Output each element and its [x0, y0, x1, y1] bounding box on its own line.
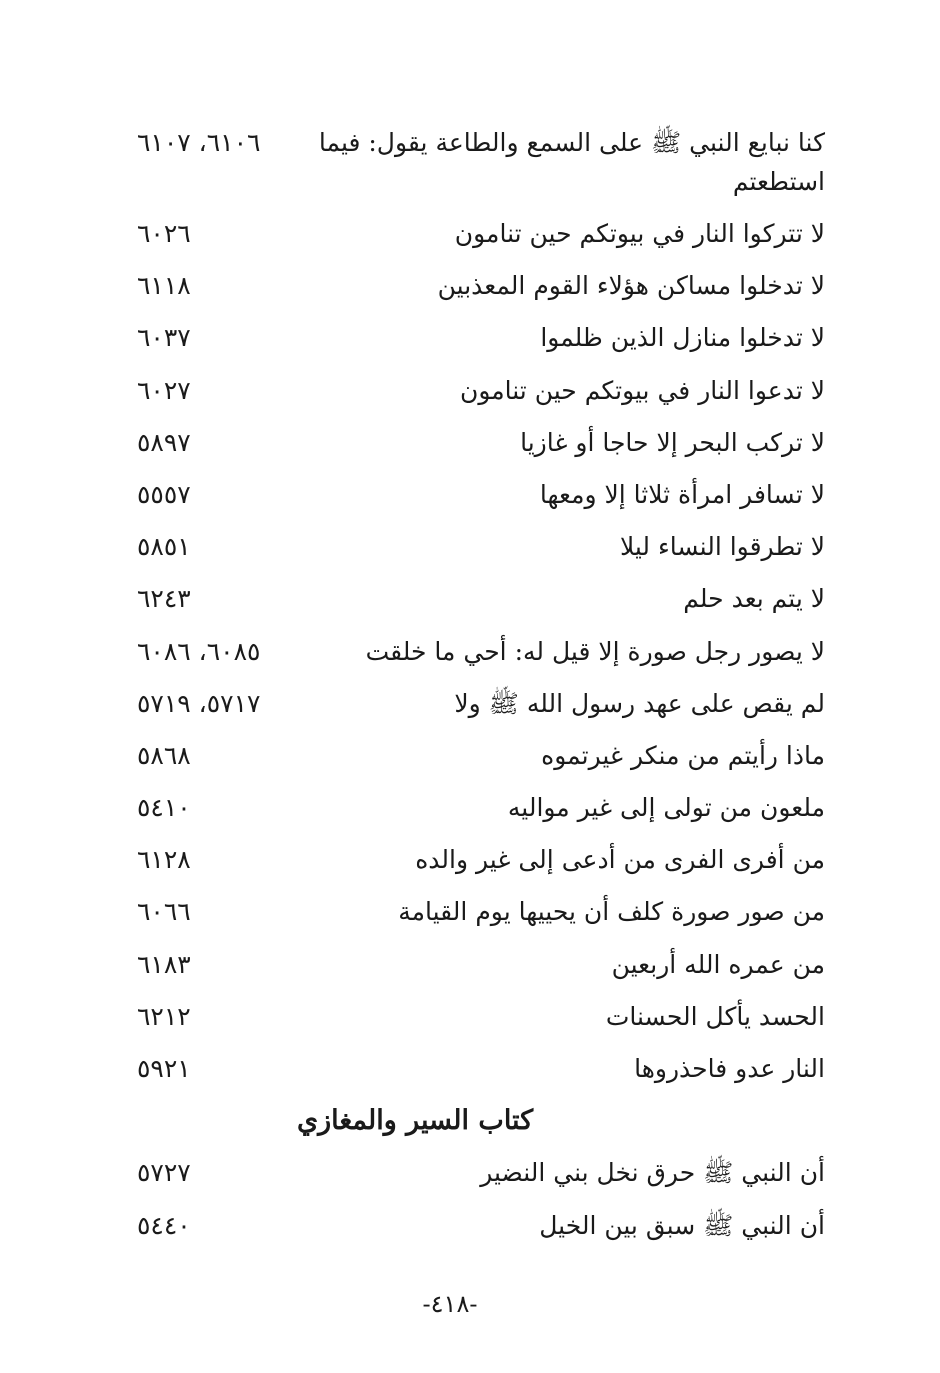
index-entry — [135, 469, 825, 521]
entry-text: من صور صورة كلف أن يحييها يوم القيامة — [398, 897, 825, 927]
entry-number: ٥٧٢٧ — [137, 1158, 191, 1188]
entry-number: ٥٥٥٧ — [137, 479, 191, 509]
entry-text: لا يصور رجل صورة إلا قيل له: أحي ما خلقت — [365, 636, 825, 666]
entry-number: ٦١١٨ — [137, 271, 191, 301]
index-entry — [135, 939, 825, 991]
entry-number: ٥٨٥١ — [137, 532, 191, 562]
entry-text: لا يتم بعد حلم — [683, 584, 825, 614]
entry-number: ٦٠٣٧ — [137, 323, 191, 353]
entry-number: ٦١٢٨ — [137, 845, 191, 875]
entry-text: لا تدخلوا مساكن هؤلاء القوم المعذبين — [437, 271, 825, 301]
index-entry — [135, 782, 825, 834]
entry-number: ٦٠٢٧ — [137, 375, 191, 405]
section-heading: كتاب السير والمغازي — [296, 1105, 534, 1137]
entry-text: ملعون من تولى إلى غير مواليه — [507, 793, 825, 823]
entry-text: من عمره الله أربعين — [611, 949, 825, 979]
index-entry — [135, 678, 825, 730]
index-entry — [135, 730, 825, 782]
entry-text: لا تسافر امرأة ثلاثا إلا ومعها — [539, 479, 825, 509]
entry-text: لم يقص على عهد رسول الله ﷺ ولا — [454, 688, 825, 718]
hadith-index-list — [135, 122, 825, 1252]
entry-number: ٦١٨٣ — [137, 949, 191, 979]
entry-number: ٥٧١٧، ٥٧١٩ — [137, 688, 261, 718]
index-entry — [135, 1200, 825, 1252]
index-entry — [135, 521, 825, 573]
index-entry — [135, 573, 825, 625]
entry-text: لا تدخلوا منازل الذين ظلموا — [540, 323, 825, 353]
entry-number: ٥٩٢١ — [137, 1054, 191, 1083]
index-entry — [135, 1043, 825, 1095]
entry-number: ٦٢١٢ — [137, 1001, 191, 1031]
index-entry — [135, 260, 825, 312]
entry-text: من أفرى الفرى من أدعى إلى غير والده — [415, 845, 825, 875]
index-entry — [135, 208, 825, 260]
entry-text: لا تتركوا النار في بيوتكم حين تنامون — [454, 219, 825, 248]
index-entry — [135, 834, 825, 886]
entry-text: أن النبي ﷺ سبق بين الخيل — [539, 1210, 825, 1240]
index-entry — [135, 991, 825, 1043]
entry-number: ٥٨٩٧ — [137, 427, 191, 457]
index-entry — [135, 1147, 825, 1199]
entry-number: ٥٤٤٠ — [137, 1210, 191, 1240]
index-entry — [135, 626, 825, 678]
entry-number: ٦١٠٦، ٦١٠٧ — [137, 128, 261, 157]
entry-text: لا تطرقوا النساء ليلا — [619, 532, 825, 562]
entry-number: ٦٠٦٦ — [137, 897, 191, 927]
entry-text: النار عدو فاحذروها — [634, 1054, 825, 1083]
index-entry — [135, 365, 825, 417]
entry-text: أن النبي ﷺ حرق نخل بني النضير — [480, 1158, 825, 1188]
entry-number: ٦٠٢٦ — [137, 219, 191, 248]
index-entry — [135, 417, 825, 469]
index-entry — [135, 312, 825, 364]
entry-text-continuation: استطعتم — [732, 167, 825, 196]
page-number: -٤١٨- — [422, 1290, 478, 1318]
entry-number: ٥٤١٠ — [137, 793, 191, 823]
entry-number: ٦٠٨٥، ٦٠٨٦ — [137, 636, 261, 666]
entry-text: لا تركب البحر إلا حاجا أو غازيا — [520, 427, 825, 457]
index-entry — [135, 122, 825, 208]
entry-text: كنا نبايع النبي ﷺ على السمع والطاعة يقول: فيما — [318, 128, 825, 157]
entry-text: الحسد يأكل الحسنات — [605, 1001, 825, 1031]
entry-number: ٥٨٦٨ — [137, 740, 191, 770]
entry-text: ماذا رأيتم من منكر غيرتموه — [541, 740, 825, 770]
entry-text: لا تدعوا النار في بيوتكم حين تنامون — [459, 375, 825, 405]
index-entry — [135, 886, 825, 938]
entry-number: ٦٢٤٣ — [137, 584, 191, 614]
